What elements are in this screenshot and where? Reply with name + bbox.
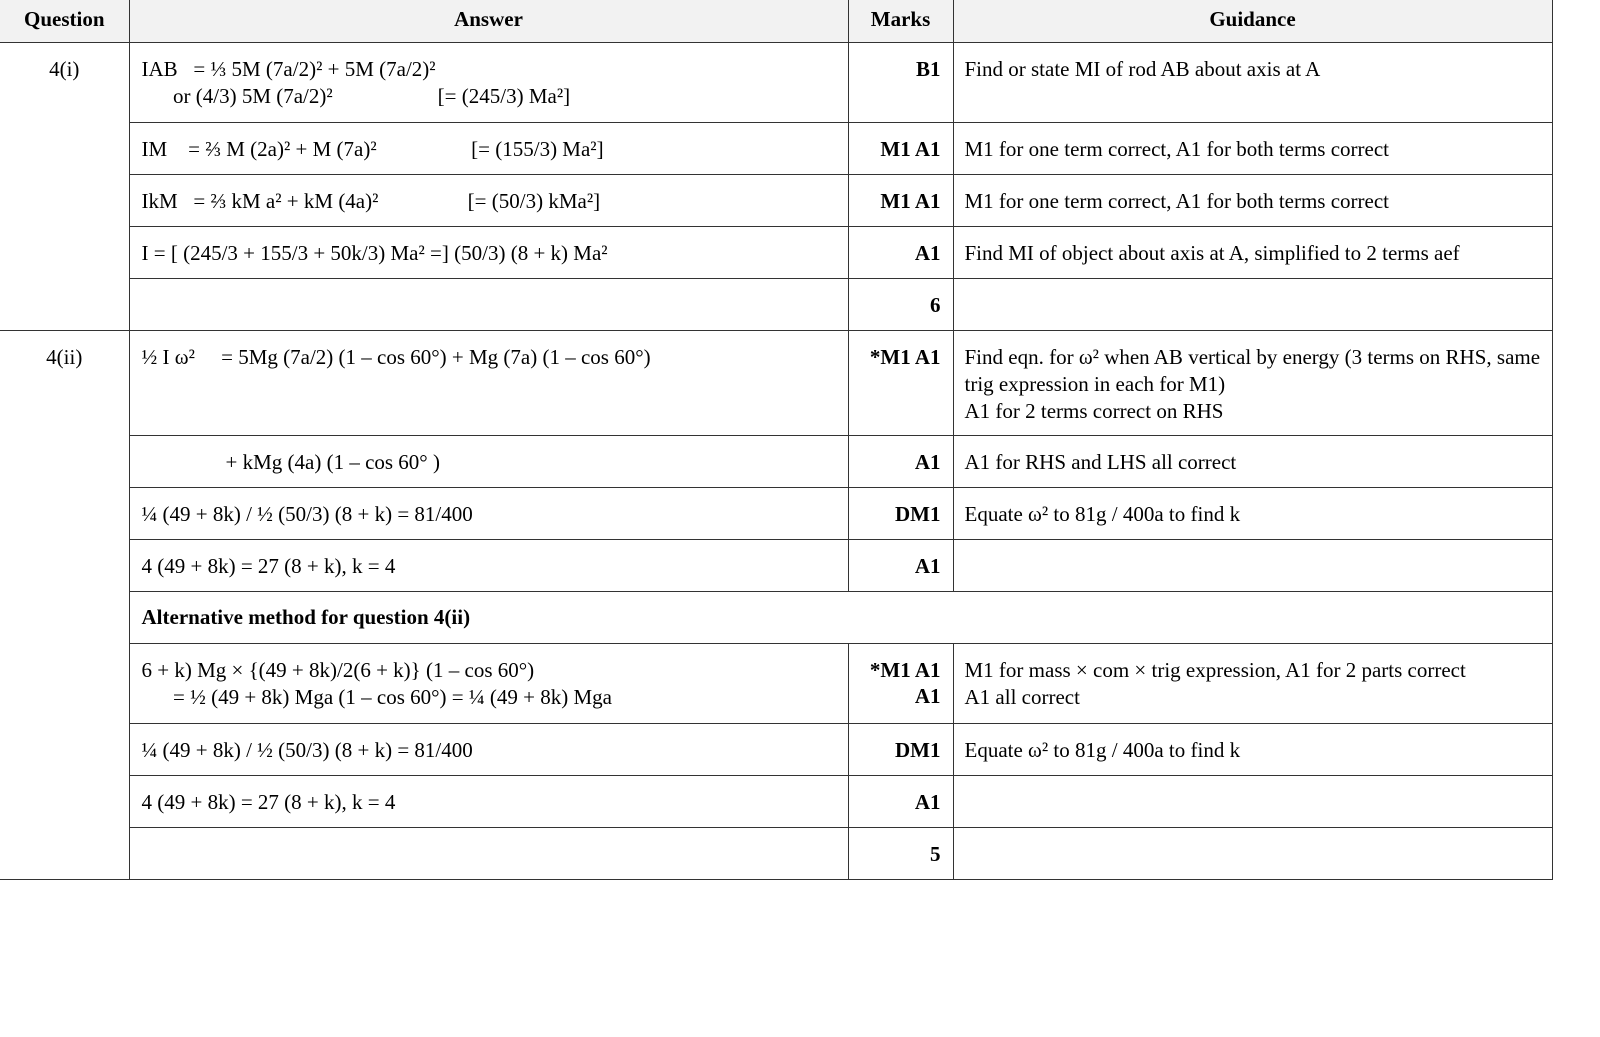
marks-cell <box>848 279 953 331</box>
header-guidance: Guidance <box>953 0 1552 43</box>
marks-cell <box>848 644 953 724</box>
answer-line: ¼ (49 + 8k) / ½ (50/3) (8 + k) = 81/400 <box>141 738 473 762</box>
marks-cell <box>848 175 953 227</box>
guidance-cell <box>953 540 1552 592</box>
marks-value: A1 <box>914 241 941 265</box>
guidance-cell <box>953 644 1552 724</box>
answer-cell <box>129 488 848 540</box>
table-row <box>0 43 1552 123</box>
table-row <box>0 331 1552 436</box>
answer-cell <box>129 331 848 436</box>
header-answer: Answer <box>129 0 848 43</box>
answer-cell <box>129 776 848 828</box>
answer-cell <box>129 436 848 488</box>
guidance-text: M1 for one term correct, A1 for both terms correct <box>964 137 1390 161</box>
table-row <box>0 436 1552 488</box>
marks-value: DM1 <box>895 738 941 762</box>
guidance-cell <box>953 227 1552 279</box>
guidance-cell <box>953 175 1552 227</box>
answer-line: ¼ (49 + 8k) / ½ (50/3) (8 + k) = 81/400 <box>141 502 473 526</box>
guidance-text: Equate ω² to 81g / 400a to find k <box>964 738 1241 762</box>
answer-line: I = [ (245/3 + 155/3 + 50k/3) Ma² =] (50/3) (8 + k) Ma² <box>141 241 608 265</box>
guidance-cell <box>953 331 1552 436</box>
table-row <box>0 488 1552 540</box>
table-row <box>0 828 1552 880</box>
answer-cell <box>129 123 848 175</box>
guidance-cell <box>953 43 1552 123</box>
marks-cell <box>848 436 953 488</box>
answer-line: = ½ (49 + 8k) Mga (1 – cos 60°) = ¼ (49 + 8k) Mga <box>141 685 612 709</box>
question-label: 4(ii) <box>0 331 129 880</box>
marks-value: A1 <box>914 684 941 708</box>
header-row <box>0 0 1552 43</box>
answer-line: 4 (49 + 8k) = 27 (8 + k), k = 4 <box>141 790 396 814</box>
answer-line: IM = ⅔ M (2a)² + M (7a)² [= (155/3) Ma²] <box>141 137 604 161</box>
guidance-cell <box>953 123 1552 175</box>
guidance-text: A1 for 2 terms correct on RHS <box>964 399 1224 423</box>
table-row <box>0 724 1552 776</box>
marks-value: M1 A1 <box>880 137 941 161</box>
table-row <box>0 776 1552 828</box>
marks-value: A1 <box>914 790 941 814</box>
answer-line: 6 + k) Mg × {(49 + 8k)/2(6 + k)} (1 – cos 60°) <box>141 658 535 682</box>
answer-line: or (4/3) 5M (7a/2)² [= (245/3) Ma²] <box>141 84 571 108</box>
header-question: Question <box>0 0 129 43</box>
marks-value: 6 <box>930 293 941 317</box>
answer-line: IAB = ⅓ 5M (7a/2)² + 5M (7a/2)² <box>141 57 436 81</box>
guidance-cell <box>953 488 1552 540</box>
alternative-heading: Alternative method for question 4(ii) <box>129 592 1552 644</box>
marks-value: DM1 <box>895 502 941 526</box>
marks-value: B1 <box>915 57 941 81</box>
answer-line: + kMg (4a) (1 – cos 60° ) <box>141 450 440 474</box>
answer-line: IkM = ⅔ kM a² + kM (4a)² [= (50/3) kMa²] <box>141 189 601 213</box>
guidance-text: Find eqn. for ω² when AB vertical by energy (3 terms on RHS, same trig expression in each for M1) <box>964 345 1541 396</box>
guidance-cell <box>953 724 1552 776</box>
answer-cell <box>129 43 848 123</box>
marks-cell <box>848 540 953 592</box>
answer-cell <box>129 540 848 592</box>
table-row <box>0 123 1552 175</box>
marks-cell <box>848 227 953 279</box>
answer-cell <box>129 724 848 776</box>
marks-cell <box>848 776 953 828</box>
guidance-cell <box>953 776 1552 828</box>
question-label: 4(i) <box>0 43 129 331</box>
marks-value: A1 <box>914 554 941 578</box>
answer-cell <box>129 227 848 279</box>
marks-cell <box>848 43 953 123</box>
answer-line: 4 (49 + 8k) = 27 (8 + k), k = 4 <box>141 554 396 578</box>
answer-cell <box>129 279 848 331</box>
marks-value: 5 <box>930 842 941 866</box>
answer-cell <box>129 828 848 880</box>
guidance-text: Equate ω² to 81g / 400a to find k <box>964 502 1241 526</box>
table-row <box>0 540 1552 592</box>
alternative-heading-row <box>0 592 1552 644</box>
marks-cell <box>848 488 953 540</box>
marks-cell <box>848 828 953 880</box>
marks-value: A1 <box>914 450 941 474</box>
guidance-text: M1 for one term correct, A1 for both terms correct <box>964 189 1390 213</box>
marks-cell <box>848 724 953 776</box>
guidance-cell <box>953 436 1552 488</box>
guidance-text: M1 for mass × com × trig expression, A1 for 2 parts correct <box>964 658 1466 682</box>
marks-cell <box>848 123 953 175</box>
guidance-text: A1 for RHS and LHS all correct <box>964 450 1237 474</box>
table-row <box>0 227 1552 279</box>
answer-cell <box>129 175 848 227</box>
header-marks: Marks <box>848 0 953 43</box>
table-row <box>0 644 1552 724</box>
guidance-cell <box>953 828 1552 880</box>
marks-cell <box>848 331 953 436</box>
marks-value: *M1 A1 <box>869 658 941 682</box>
guidance-text: Find MI of object about axis at A, simplified to 2 terms aef <box>964 241 1460 265</box>
table-row <box>0 175 1552 227</box>
marks-value: *M1 A1 <box>869 345 941 369</box>
answer-line: ½ I ω² = 5Mg (7a/2) (1 – cos 60°) + Mg (7a) (1 – cos 60°) <box>141 345 651 369</box>
guidance-cell <box>953 279 1552 331</box>
guidance-text: Find or state MI of rod AB about axis at A <box>964 57 1321 81</box>
marks-value: M1 A1 <box>880 189 941 213</box>
guidance-text: A1 all correct <box>964 685 1080 709</box>
answer-cell <box>129 644 848 724</box>
table-row <box>0 279 1552 331</box>
